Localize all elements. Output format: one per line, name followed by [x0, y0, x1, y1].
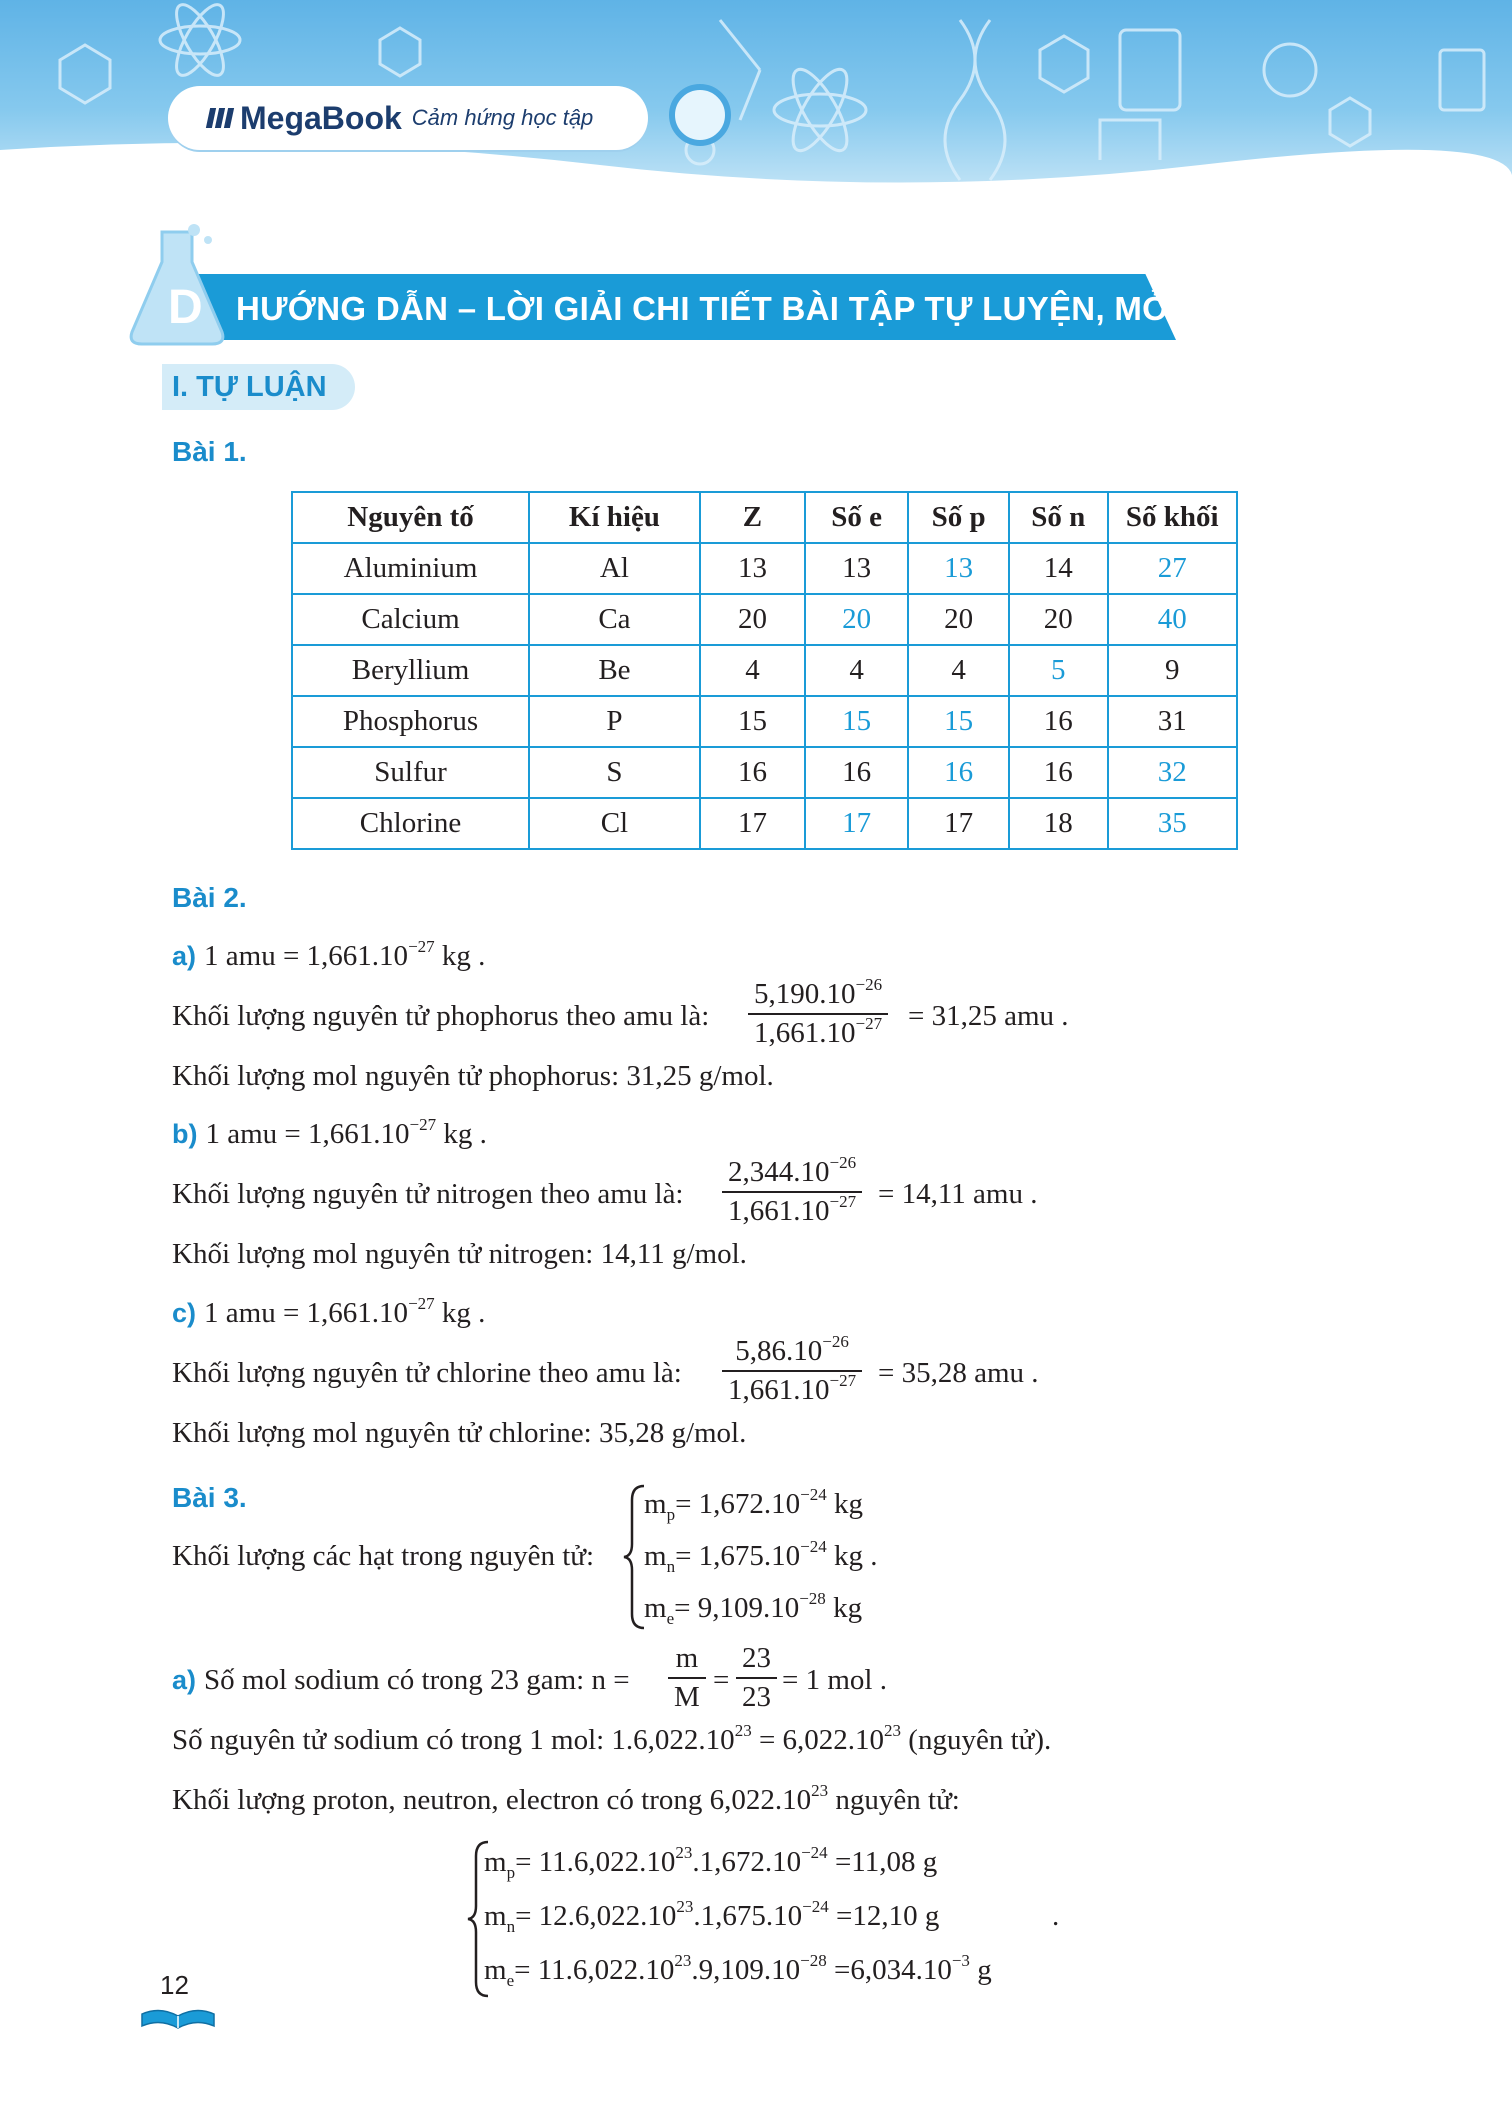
mass-symbol: m [484, 1900, 507, 1932]
exponent: 23 [675, 1843, 693, 1862]
section-letter: D [168, 281, 203, 334]
megabook-logo-icon [208, 108, 232, 128]
table-cell: Be [529, 645, 700, 696]
amu-definition-line [172, 937, 486, 973]
table-row [292, 594, 1237, 645]
table-cell: 16 [908, 747, 1009, 798]
section-title: HƯỚNG DẪN – LỜI GIẢI CHI TIẾT BÀI TẬP TỰ LUYỆN, MỞ RỘNG [236, 290, 1281, 327]
exponent: 23 [811, 1781, 829, 1800]
elements-table [291, 491, 1238, 850]
table-cell: 17 [908, 798, 1009, 849]
mass-unit: kg [826, 1488, 864, 1520]
subscript: e [666, 1609, 675, 1628]
table-cell: P [529, 696, 700, 747]
table-cell: 17 [700, 798, 805, 849]
table-cell: 14 [1009, 543, 1108, 594]
table-cell: Cl [529, 798, 700, 849]
exponent: −28 [800, 1951, 827, 1970]
mass-unit: kg . [826, 1540, 878, 1572]
table-cell: 5 [1009, 645, 1108, 696]
table-cell: 20 [700, 594, 805, 645]
exponent: −24 [800, 1537, 827, 1556]
ppe-end: nguyên tử: [828, 1784, 960, 1816]
fraction-denominator [748, 1015, 888, 1050]
table-row [292, 696, 1237, 747]
table-cell: 4 [700, 645, 805, 696]
mass-value: = 1,672.10 [675, 1488, 801, 1520]
part-label: a) [172, 941, 197, 971]
table-cell: Ca [529, 594, 700, 645]
term-b: .9,109.10 [691, 1954, 801, 1986]
fraction-numerator [748, 975, 888, 1015]
ppe-text: Khối lượng proton, neutron, electron có trong 6,022.10 [172, 1784, 812, 1816]
exponent: 23 [884, 1721, 902, 1740]
mass-intro: Khối lượng các hạt trong nguyên tử: [172, 1540, 595, 1572]
table-cell: 20 [1009, 594, 1108, 645]
term-c: =12,10 g [828, 1900, 940, 1932]
molar-mass-line: Khối lượng mol nguyên tử nitrogen: 14,11 g/mol. [172, 1238, 747, 1270]
mass-value: = 9,109.10 [674, 1592, 800, 1624]
fraction-denominator: 23 [742, 1681, 771, 1713]
column-header: Nguyên tố [292, 492, 529, 543]
open-book-icon [138, 2004, 218, 2034]
exercise-2-label: Bài 2. [172, 882, 247, 913]
exercise-3-label: Bài 3. [172, 1482, 247, 1513]
table-cell: Phosphorus [292, 696, 529, 747]
fraction-numerator [722, 1153, 862, 1193]
subscript: p [666, 1505, 676, 1524]
table-cell: 15 [700, 696, 805, 747]
fraction-denominator: M [674, 1681, 700, 1713]
brand-name: MegaBook [240, 99, 402, 136]
atoms-mid: = 6,022.10 [751, 1724, 885, 1756]
particle-mass [644, 1485, 864, 1524]
denominator-base: 1,661.10 [754, 1017, 856, 1049]
fraction-denominator [722, 1372, 862, 1407]
table-cell: Calcium [292, 594, 529, 645]
particle-total-mass [484, 1897, 940, 1936]
table-cell: 9 [1108, 645, 1237, 696]
fraction-numerator: m [668, 1642, 706, 1679]
moles-result: = 1 mol . [782, 1664, 887, 1696]
subscript: n [666, 1557, 676, 1576]
term-a: = 11.6,022.10 [514, 1954, 675, 1986]
mass-symbol: m [644, 1488, 667, 1520]
atoms-end: (nguyên tử). [901, 1724, 1052, 1756]
table-row [292, 747, 1237, 798]
exponent: −28 [799, 1589, 826, 1608]
mass-unit: kg [825, 1592, 863, 1624]
subscript: n [506, 1917, 516, 1936]
brand-slogan: Cảm hứng học tập [411, 105, 594, 130]
amu-definition-line [172, 1115, 487, 1151]
term-b: .1,672.10 [692, 1846, 802, 1878]
table-header-row [292, 492, 1237, 543]
term-d: g [969, 1954, 992, 1986]
column-header: Số n [1009, 492, 1108, 543]
exponent: −24 [802, 1897, 829, 1916]
mass-symbol: m [644, 1592, 667, 1624]
table-cell: Chlorine [292, 798, 529, 849]
mass-value: = 1,675.10 [675, 1540, 801, 1572]
numerator-base: 5,190.10 [754, 978, 856, 1010]
mass-symbol: m [484, 1846, 507, 1878]
subsection-heading: I. TỰ LUẬN [162, 364, 355, 410]
table-cell: Aluminium [292, 543, 529, 594]
exercise-1-label: Bài 1. [172, 436, 247, 467]
particle-mass [644, 1537, 878, 1576]
fraction-numerator [722, 1332, 862, 1372]
column-header: Kí hiệu [529, 492, 700, 543]
exponent: −3 [951, 1951, 970, 1970]
table-cell: 32 [1108, 747, 1237, 798]
table-cell: 4 [908, 645, 1009, 696]
subscript: p [506, 1863, 516, 1882]
amu-result: = 35,28 amu . [878, 1357, 1039, 1389]
atoms-line [172, 1721, 1052, 1757]
particle-mass-line [172, 1781, 960, 1817]
table-cell: 16 [1009, 696, 1108, 747]
table-cell: 18 [1009, 798, 1108, 849]
exponent: 23 [674, 1951, 692, 1970]
table-row [292, 543, 1237, 594]
table-cell: 16 [805, 747, 908, 798]
table-cell: 20 [908, 594, 1009, 645]
amu-base: 1 amu = 1,661.10 [204, 940, 409, 972]
table-cell: 31 [1108, 696, 1237, 747]
amu-fraction [722, 1332, 862, 1407]
mass-symbol: m [484, 1954, 507, 1986]
table-cell: Sulfur [292, 747, 529, 798]
table-cell: 27 [1108, 543, 1237, 594]
exponent: −24 [800, 1485, 827, 1504]
exponent: −26 [829, 1153, 857, 1172]
particle-total-mass [484, 1843, 938, 1882]
term-c: =11,08 g [827, 1846, 938, 1878]
table-cell: 15 [908, 696, 1009, 747]
term-a: = 11.6,022.10 [515, 1846, 676, 1878]
numerator-base: 5,86.10 [735, 1335, 823, 1367]
table-cell: 13 [700, 543, 805, 594]
table-row [292, 645, 1237, 696]
mass-symbol: m [644, 1540, 667, 1572]
exponent: −27 [408, 937, 435, 956]
table-cell: 15 [805, 696, 908, 747]
fraction-denominator [722, 1193, 862, 1228]
exponent: −26 [855, 975, 883, 994]
exponent: −24 [801, 1843, 828, 1862]
fraction-numerator: 23 [736, 1642, 777, 1679]
molar-mass-line: Khối lượng mol nguyên tử chlorine: 35,28 g/mol. [172, 1417, 747, 1449]
table-cell: S [529, 747, 700, 798]
column-header: Số khối [1108, 492, 1237, 543]
subscript: e [506, 1971, 515, 1990]
molar-mass-line: Khối lượng mol nguyên tử phophorus: 31,25 g/mol. [172, 1060, 774, 1092]
amu-unit: kg . [434, 1297, 486, 1329]
amu-unit: kg . [434, 940, 486, 972]
table-row [292, 798, 1237, 849]
exponent: −27 [855, 1014, 883, 1033]
header-banner [0, 0, 1512, 200]
term-a: = 12.6,022.10 [515, 1900, 677, 1932]
table-cell: 4 [805, 645, 908, 696]
atoms-text: Số nguyên tử sodium có trong 1 mol: 1.6,022.10 [172, 1724, 735, 1756]
table-cell: 16 [1009, 747, 1108, 798]
fraction-m-over-M [668, 1642, 706, 1714]
denominator-base: 1,661.10 [728, 1195, 830, 1227]
numerator-base: 2,344.10 [728, 1156, 830, 1188]
moles-line [172, 1664, 630, 1697]
table-cell: 40 [1108, 594, 1237, 645]
exponent: −27 [409, 1115, 437, 1134]
table-cell: Al [529, 543, 700, 594]
exponent: −27 [408, 1294, 435, 1313]
table-cell: 17 [805, 798, 908, 849]
amu-definition-line [172, 1294, 486, 1330]
amu-base: 1 amu = 1,661.10 [204, 1297, 409, 1329]
term-b: .1,675.10 [693, 1900, 803, 1932]
column-header: Z [700, 492, 805, 543]
moles-text: Số mol sodium có trong 23 gam: n = [204, 1664, 630, 1696]
particle-total-mass [484, 1951, 992, 1990]
amu-fraction [722, 1153, 862, 1228]
fraction-23-over-23 [736, 1642, 777, 1714]
exponent: −27 [829, 1371, 857, 1390]
denominator-base: 1,661.10 [728, 1374, 830, 1406]
table-cell: Beryllium [292, 645, 529, 696]
amu-fraction [748, 975, 888, 1050]
exponent: 23 [676, 1897, 694, 1916]
table-cell: 35 [1108, 798, 1237, 849]
trailing-period: . [1052, 1900, 1060, 1932]
amu-result: = 14,11 amu . [878, 1178, 1038, 1210]
exponent: −26 [822, 1332, 849, 1351]
term-c: =6,034.10 [826, 1954, 952, 1986]
amu-calculation-text: Khối lượng nguyên tử nitrogen theo amu là: [172, 1178, 684, 1210]
part-a-label: a) [172, 1665, 197, 1695]
column-header: Số p [908, 492, 1009, 543]
amu-calculation-text: Khối lượng nguyên tử phophorus theo amu là: [172, 1000, 710, 1032]
amu-base: 1 amu = 1,661.10 [205, 1118, 410, 1150]
table-body [292, 543, 1237, 849]
table-cell: 16 [700, 747, 805, 798]
part-label: b) [172, 1119, 198, 1149]
amu-result: = 31,25 amu . [908, 1000, 1069, 1032]
table-cell: 13 [805, 543, 908, 594]
brand-badge [168, 86, 648, 150]
table-cell: 13 [908, 543, 1009, 594]
part-label: c) [172, 1298, 197, 1328]
particle-mass [644, 1589, 863, 1628]
amu-calculation-text: Khối lượng nguyên tử chlorine theo amu là: [172, 1357, 682, 1389]
amu-unit: kg . [436, 1118, 487, 1150]
table-cell: 20 [805, 594, 908, 645]
page-number: 12 [160, 1970, 189, 2000]
column-header: Số e [805, 492, 908, 543]
exponent: −27 [829, 1192, 857, 1211]
exponent: 23 [734, 1721, 752, 1740]
equals-sign: = [713, 1664, 730, 1696]
